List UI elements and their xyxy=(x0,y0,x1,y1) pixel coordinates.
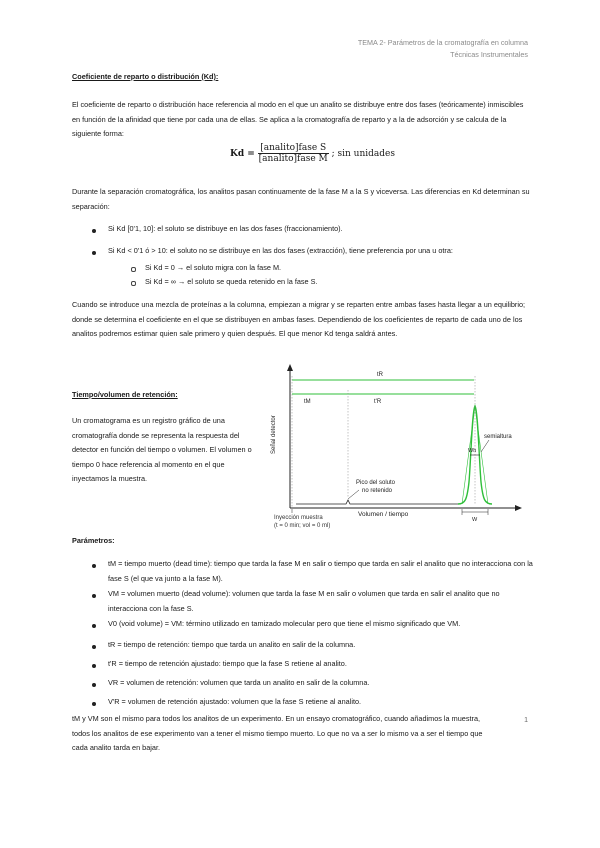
subbullet-ring xyxy=(131,281,136,286)
section-kd-title: Coeficiente de reparto o distribución (Kd): xyxy=(72,72,219,81)
section-kd-intro: El coeficiente de reparto o distribución hace referencia al modo en el que un analito se distribuye entre dos fases (teóricamente) inmiscibles en función de la afinidad que tiene por cada una de ellas. Se aplica a la cromatografía de reparto y a la de adsorción y se calcula de la siguiente forma: xyxy=(72,100,524,138)
wh-label: Wh xyxy=(468,448,477,454)
section-kd-p2: Durante la separación cromatográfica, los analitos pasan continuamente de la fase M a la S y viceversa. Las diferencias en Kd determinan su separación: xyxy=(72,187,530,211)
param-item-v0: V0 (void volume) = VM: término utilizado en tamizado molecular pero que tiene el mismo significado que VM. xyxy=(108,619,461,628)
kd-subbullet-1: Si Kd = 0 → el soluto migra con la fase M. xyxy=(145,263,282,272)
y-axis-arrow xyxy=(287,364,293,371)
y-axis-label: Señal detector xyxy=(271,415,277,454)
x-axis-label: Volumen / tiempo xyxy=(358,511,409,518)
formula-fraction xyxy=(258,143,329,164)
bullet-dot xyxy=(92,229,96,233)
unretained-pointer xyxy=(348,490,359,499)
param-item-tpr: t'R = tiempo de retención ajustado: tiempo que la fase S retiene al analito. xyxy=(108,659,347,668)
kd-subbullet-2: Si Kd = ∞ → el soluto se queda retenido en la fase S. xyxy=(145,277,318,286)
tr-label: tR xyxy=(377,372,383,378)
unretained-label-line2: no retenido xyxy=(362,488,393,494)
param-item-tr: tR = tiempo de retención: tiempo que tarda un analito en salir de la columna. xyxy=(108,640,356,649)
chromatogram-diagram xyxy=(262,362,532,522)
section-retention-title: Tiempo/volumen de retención: xyxy=(72,390,178,399)
injection-annotation xyxy=(274,514,330,530)
bullet-dot xyxy=(92,564,96,568)
bullet-dot xyxy=(92,594,96,598)
unretained-label-line1: Pico del soluto xyxy=(356,480,396,486)
kd-bullet-2: Si Kd < 0'1 ó > 10: el soluto no se distribuye en las dos fases (extracción), tiene preferencia por una u otra: xyxy=(108,246,453,255)
params-footer: tM y VM son el mismo para todos los analitos de un experimento. En un ensayo cromatográfico, cuando añadimos la muestra, todos los analitos de ese experimento van a tener el mismo tiempo muerto. Lo que no va a ser lo mismo va a ser el tiempo que cada analito tarda en bajar. xyxy=(72,714,483,752)
param-item-vr: VR = volumen de retención: volumen que tarda un analito en salir de la columna. xyxy=(108,678,370,687)
section-retention-text: Un cromatograma es un registro gráfico de una cromatografía donde se representa la respuesta del detector en función del tiempo o volumen. El volumen o tiempo 0 hace referencia al momento en el que inyectamos la muestra. xyxy=(72,416,252,483)
bullet-dot xyxy=(92,664,96,668)
bullet-dot xyxy=(92,683,96,687)
formula-suffix: ; sin unidades xyxy=(331,149,395,159)
formula-lhs: Kd = xyxy=(230,149,255,159)
param-item-vm: VM = volumen muerto (dead volume): volumen que tarda la fase M en salir o volumen que tarda en salir el analito que no interacciona con la fase S. xyxy=(108,589,500,613)
x-axis-arrow xyxy=(515,505,522,511)
tpr-label: t'R xyxy=(374,399,382,405)
formula-numerator: [analito]fase S xyxy=(258,143,329,154)
half-height-label: semialtura xyxy=(484,434,512,440)
params-title: Parámetros: xyxy=(72,536,115,545)
baseline xyxy=(296,500,458,504)
bullet-dot xyxy=(92,702,96,706)
param-item-tm: tM = tiempo muerto (dead time): tiempo que tarda la fase M en salir o tiempo que tarda en salir el analito que no interacciona con la fase S (el que va junto a la fase M). xyxy=(108,559,533,583)
param-item-vpr: V'R = volumen de retención ajustado: volumen que la fase S retiene al analito. xyxy=(108,697,362,706)
header-subtitle: Técnicas Instrumentales xyxy=(450,50,528,59)
section-kd-p3: Cuando se introduce una mezcla de proteínas a la columna, empiezan a migrar y se reparten entre ambas fases hasta llegar a un equilibrio; donde se determina el coeficiente en el que se distribuyen en ambas fases. Dependiendo de los coeficientes de reparto de cada uno de los analitos podremos estimar quien sale primero y quien después. El que menor Kd tenga saldrá antes. xyxy=(72,300,526,338)
half-height-pointer xyxy=(481,440,489,452)
subbullet-ring xyxy=(131,267,136,272)
bullet-dot xyxy=(92,251,96,255)
injection-sublabel: (t = 0 min; vol = 0 ml) xyxy=(274,523,331,529)
bullet-dot xyxy=(92,645,96,649)
injection-label: Inyección muestra xyxy=(274,515,323,521)
formula-denominator: [analito]fase M xyxy=(258,154,328,164)
header-title: TEMA 2- Parámetros de la cromatografía en columna xyxy=(357,38,528,47)
bullet-dot xyxy=(92,624,96,628)
kd-bullet-1: Si Kd [0'1, 10]: el soluto se distribuye en las dos fases (fraccionamiento). xyxy=(108,224,343,233)
w-label: W xyxy=(472,517,478,522)
page-number: 1 xyxy=(524,717,528,724)
kd-formula xyxy=(230,143,395,164)
tm-label: tM xyxy=(304,399,311,405)
